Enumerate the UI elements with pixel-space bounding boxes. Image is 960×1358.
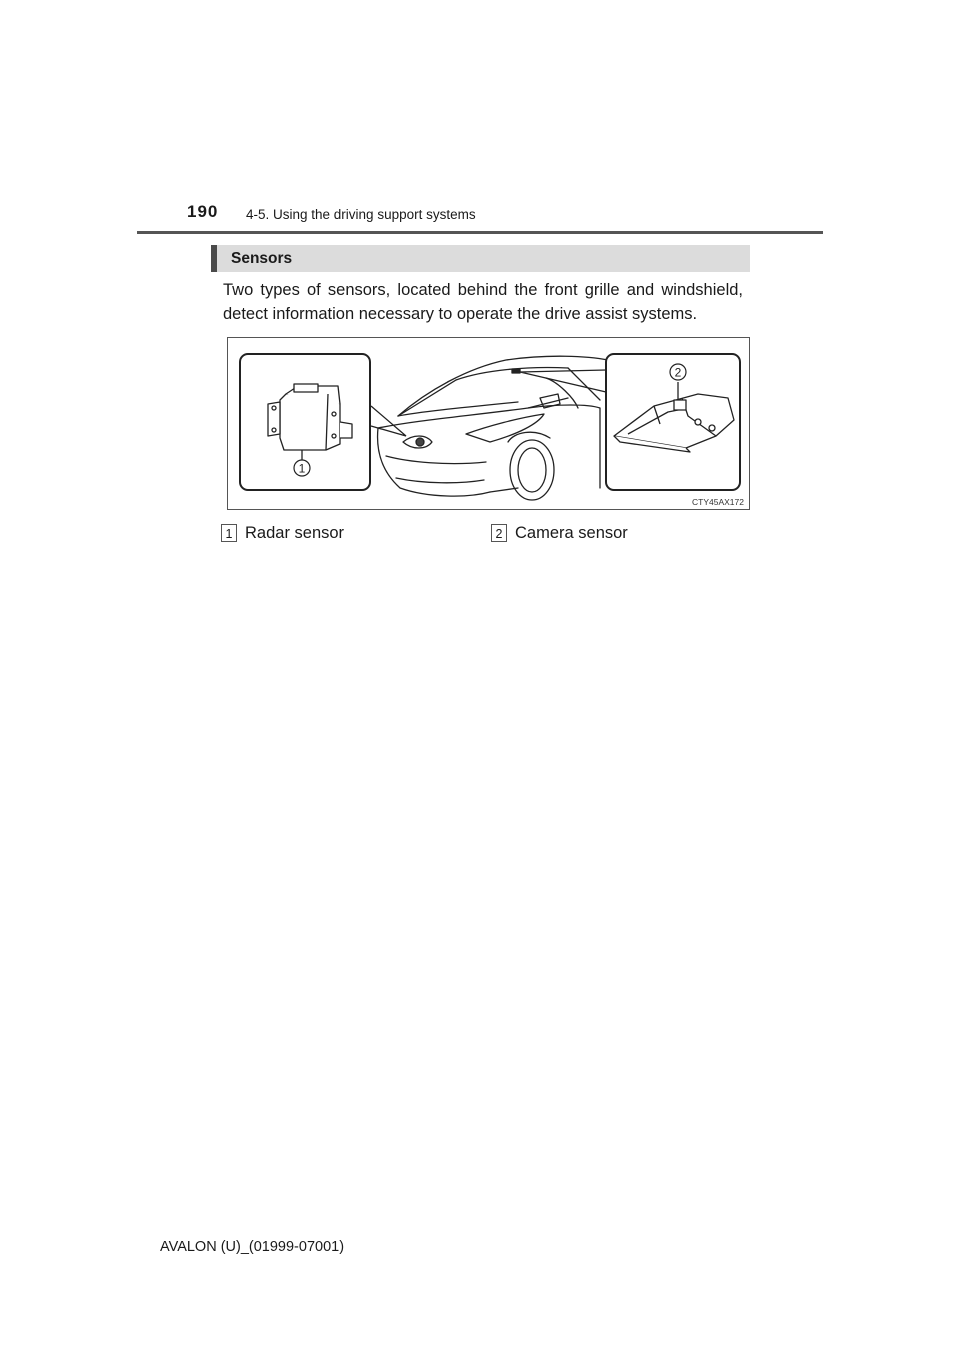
legend-label: Radar sensor xyxy=(245,523,345,542)
car-outline-icon xyxy=(378,356,608,500)
car-sensor-diagram xyxy=(228,338,751,511)
legend-label: Camera sensor xyxy=(515,523,628,542)
chapter-title: 4-5. Using the driving support systems xyxy=(246,207,476,222)
sensor-illustration xyxy=(227,337,750,510)
callout-label-1: 1 xyxy=(298,461,306,476)
figure-code: CTY45AX172 xyxy=(692,497,744,507)
section-heading-bar xyxy=(211,245,750,272)
section-title: Sensors xyxy=(231,250,293,267)
radar-sensor-callout xyxy=(240,354,370,490)
legend-item-radar xyxy=(221,523,344,543)
page-number: 190 xyxy=(187,202,219,221)
callout-label-2: 2 xyxy=(674,365,682,380)
legend-number: 2 xyxy=(491,524,507,542)
header-divider xyxy=(137,231,823,234)
footer-model-code: AVALON (U)_(01999-07001) xyxy=(160,1239,345,1255)
intro-paragraph: Two types of sensors, located behind the front grille and windshield, detect information necessary to operate the drive assist systems. xyxy=(223,281,743,323)
legend-item-camera xyxy=(491,523,628,543)
camera-sensor-callout xyxy=(606,354,740,490)
legend-number: 1 xyxy=(221,524,237,542)
